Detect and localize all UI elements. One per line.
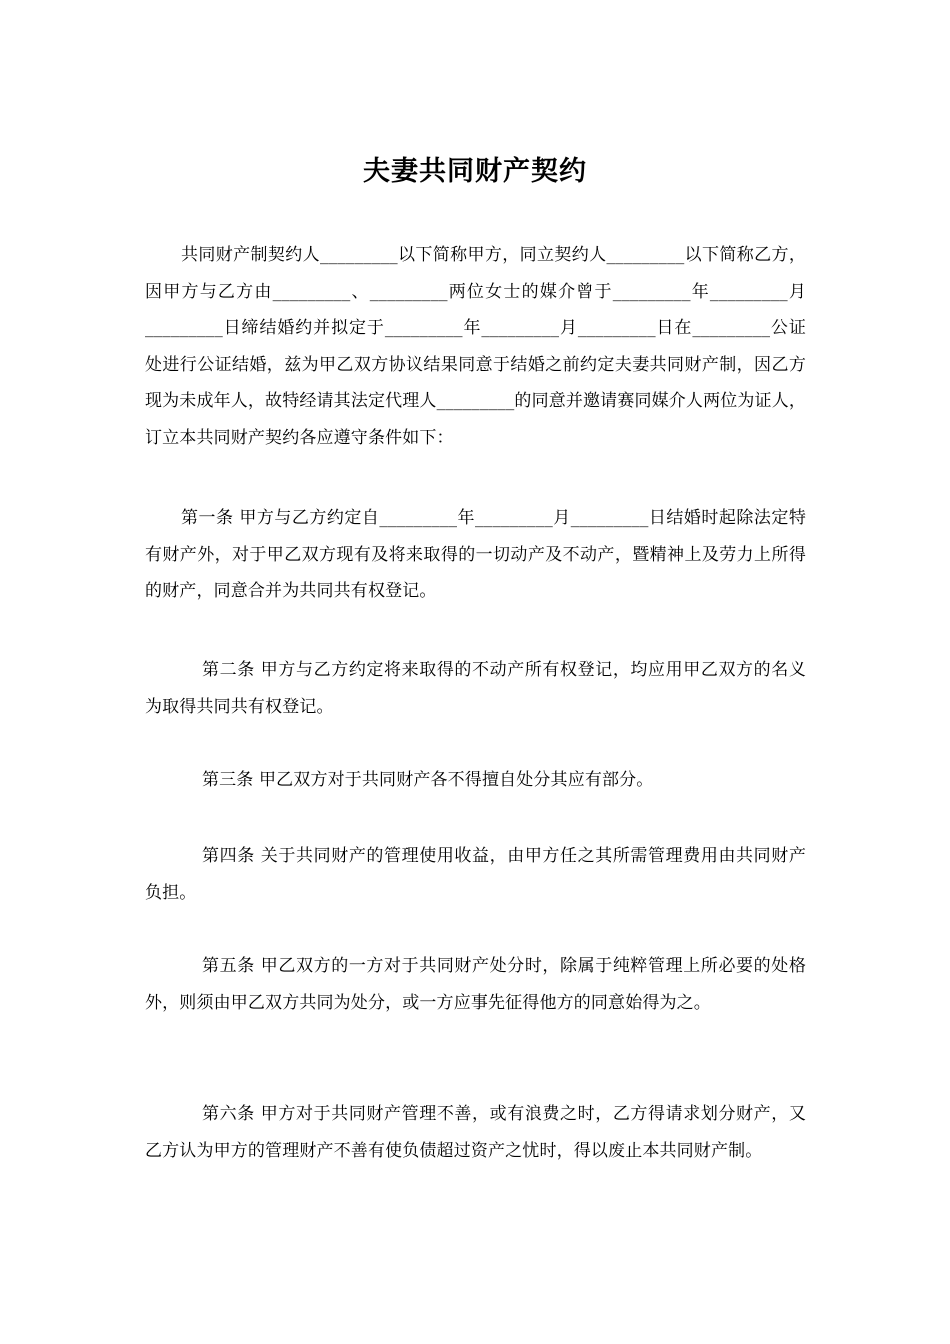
article-5: 第五条 甲乙双方的一方对于共同财产处分时，除属于纯粹管理上所必要的处格外，则须由甲乙双方共同为处分，或一方应事先征得他方的同意始得为之。 bbox=[145, 956, 806, 1013]
intro-paragraph: 共同财产制契约人_________以下简称甲方，同立契约人_________以下简称乙方，因甲方与乙方由_________、_________两位女士的媒介曾于_________年_________月_________日缔结婚约并拟定于_________年_________月_________日在_________公证处进行公证结婚，兹为甲乙双方协议结果同意于结婚之前约定夫妻共同财产制，因乙方现为未成年人，故特经请其法定代理人_________的同意并邀请赛同媒介人两位为证人，订立本共同财产契约各应遵守条件如下： bbox=[145, 245, 806, 448]
article-2: 第二条 甲方与乙方约定将来取得的不动产所有权登记，均应用甲乙双方的名义为取得共同共有权登记。 bbox=[145, 660, 806, 717]
article-4: 第四条 关于共同财产的管理使用收益，由甲方任之其所需管理费用由共同财产负担。 bbox=[145, 846, 806, 903]
document-title: 夫妻共同财产契约 bbox=[363, 156, 587, 187]
article-1: 第一条 甲方与乙方约定自_________年_________月_________日结婚时起除法定特有财产外，对于甲乙双方现有及将来取得的一切动产及不动产，暨精神上及劳力上所得的财产，同意合并为共同共有权登记。 bbox=[145, 508, 806, 601]
article-6: 第六条 甲方对于共同财产管理不善，或有浪费之时，乙方得请求划分财产，又乙方认为甲方的管理财产不善有使负债超过资产之忧时，得以废止本共同财产制。 bbox=[145, 1104, 806, 1161]
article-3: 第三条 甲乙双方对于共同财产各不得擅自处分其应有部分。 bbox=[202, 770, 654, 790]
